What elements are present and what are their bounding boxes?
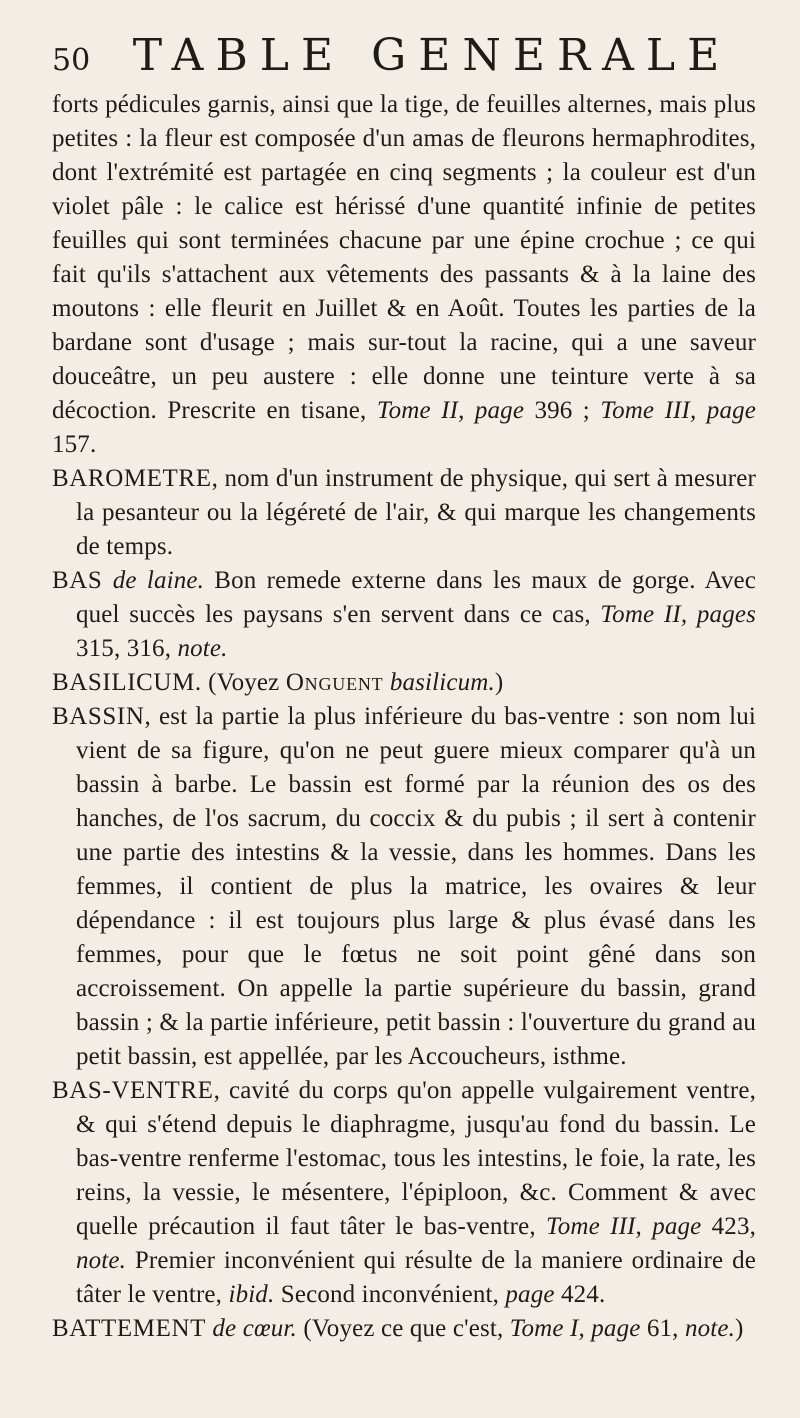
entry-text: )	[735, 1315, 744, 1342]
entry-text: Second inconvénient,	[274, 1281, 506, 1308]
entry-text: Premier inconvénient qui résulte de la maniere ordinaire de tâter le ventre,	[76, 1247, 756, 1308]
index-entry-bas	[52, 564, 756, 666]
entry-subheadword: de cœur.	[212, 1315, 297, 1342]
entry-text: , nom d'un instrument de physique, qui sert à mesurer la pesanteur ou la légéreté de l'air, & qui marque les changements de temps.	[76, 465, 756, 560]
index-entry-bassin	[52, 700, 756, 1074]
index-entry-battement	[52, 1312, 756, 1346]
entry-text: forts pédicules garnis, ainsi que la tige, de feuilles alternes, mais plus petites : la fleur est composée d'un amas de fleurons hermaphrodites, dont l'extrémité est partagée en cinq segments ; la couleur est d'un violet pâle : le calice est hérissé d'une quantité infinie de petites feuilles qui sont terminées chacune par une épine crochue ; ce qui fait qu'ils s'attachent aux vêtements des passants & à la laine des moutons : elle fleurit en Juillet & en Août. Toutes les parties de la bardane sont d'usage ; mais sur-tout la racine, qui a une saveur douceâtre, un peu austere : elle donne une teinture verte à sa décoction. Prescrite en tisane,	[52, 91, 756, 424]
entry-reference: page	[505, 1281, 555, 1308]
entry-text: (Voyez ce que c'est,	[296, 1315, 510, 1342]
entry-headword: BASILICUM.	[52, 669, 202, 696]
entry-text: (Voyez	[201, 669, 286, 696]
entry-text: 423,	[701, 1213, 756, 1240]
entry-reference: Tome II, pages	[600, 601, 756, 628]
entry-text: )	[494, 669, 504, 696]
entry-text: , cavité du corps qu'on appelle vulgairement ventre, & qui s'étend depuis le diaphragme, jusqu'au fond du bassin. Le bas-ventre renferme l'estomac, tous les intestins, le foie, la rate, les reins, la vessie, le mésentere, l'épiploon, &c. Comment & avec quelle précaution il faut tâter le bas-ventre,	[76, 1077, 756, 1240]
index-entry-bas-ventre	[52, 1074, 756, 1312]
entry-note: note.	[177, 635, 228, 662]
index-entry-basilicum	[52, 666, 756, 700]
entry-reference: Tome II, page	[376, 397, 525, 424]
entry-note: note.	[684, 1315, 736, 1342]
entry-reference: Tome I, page	[509, 1315, 641, 1342]
page-header	[52, 30, 756, 88]
entry-reference: Tome III, page	[545, 1213, 702, 1240]
entry-text: Bon remede externe dans les maux de gorge. Avec quel succès les paysans s'en servent dans ce cas,	[76, 567, 756, 628]
entry-crossref-italic: basilicum.	[389, 669, 495, 696]
entry-text: 424.	[554, 1281, 606, 1308]
entry-text: 61,	[640, 1315, 685, 1342]
entry-headword: BATTEMENT	[52, 1315, 206, 1342]
entry-text: 396 ;	[524, 397, 601, 424]
entry-text: 315, 316,	[76, 635, 178, 662]
entry-headword: BAS-VENTRE	[52, 1077, 214, 1104]
entry-crossref-headword: Onguent	[285, 669, 384, 696]
entry-ibid: ibid.	[228, 1281, 275, 1308]
entry-reference: Tome III, page	[600, 397, 756, 424]
entry-headword: BAROMETRE	[52, 465, 212, 492]
entry-note: note.	[76, 1247, 127, 1274]
entry-text: 157.	[52, 431, 97, 458]
entry-subheadword: de laine.	[112, 567, 205, 594]
running-title: TABLE GENERALE	[132, 30, 732, 81]
index-entry-bardane-continuation	[52, 88, 756, 462]
entry-text: , est la partie la plus inférieure du bas-ventre : son nom lui vient de sa figure, qu'on ne peut guere mieux comparer qu'à un bassin à barbe. Le bassin est formé par la réunion des os des hanches, de l'os sacrum, du coccix & du pubis ; il sert à contenir une partie des intestins & la vessie, dans les hommes. Dans les femmes, il contient de plus la matrice, les ovaires & leur dépendance : il est toujours plus large & plus évasé dans les femmes, pour que le fœtus ne soit point gêné dans son accroissement. On appelle la partie supérieure du bassin, grand bassin ; & la partie inférieure, petit bassin : l'ouverture du grand au petit bassin, est appellée, par les Accoucheurs, isthme.	[76, 703, 756, 1070]
entry-headword: BASSIN	[52, 703, 145, 730]
entry-headword: BAS	[52, 567, 103, 594]
index-text	[52, 88, 756, 1346]
index-entry-barometre	[52, 462, 756, 564]
page-number: 50	[52, 43, 91, 78]
